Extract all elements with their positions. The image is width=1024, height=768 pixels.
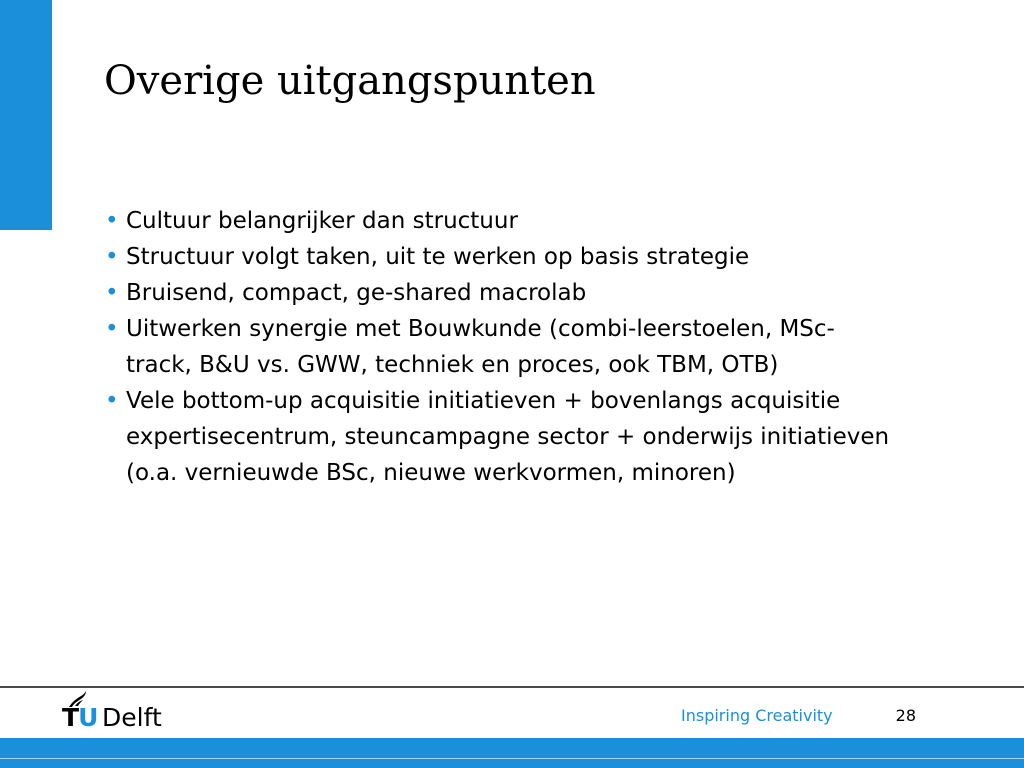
bullet-item bbox=[104, 203, 984, 239]
bullet-text: Uitwerken synergie met Bouwkunde (combi-leerstoelen, MSc- bbox=[126, 316, 835, 342]
bullet-text-continued: (o.a. vernieuwde BSc, nieuwe werkvormen, minoren) bbox=[126, 460, 736, 486]
page-number: 28 bbox=[895, 706, 916, 725]
bullet-text: Cultuur belangrijker dan structuur bbox=[126, 208, 518, 234]
logo-tu bbox=[62, 704, 97, 732]
accent-bar bbox=[0, 0, 52, 230]
logo-delft: Delft bbox=[102, 703, 162, 732]
bullet-item bbox=[104, 239, 984, 275]
bullet-text: Structuur volgt taken, uit te werken op basis strategie bbox=[126, 244, 750, 270]
logo-t: T bbox=[62, 703, 79, 732]
bullet-marker: • bbox=[105, 388, 119, 414]
bullet-marker: • bbox=[105, 316, 119, 342]
bullet-text-continued: expertisecentrum, steuncampagne sector + onderwijs initiatieven bbox=[126, 424, 890, 450]
bullet-item bbox=[104, 383, 984, 491]
logo-u: U bbox=[78, 703, 98, 732]
footer-tagline: Inspiring Creativity bbox=[681, 706, 833, 725]
bullet-text: Vele bottom-up acquisitie initiatieven + bovenlangs acquisitie bbox=[126, 388, 841, 414]
bullet-list bbox=[104, 203, 984, 491]
footer-divider bbox=[0, 686, 1024, 688]
bullet-marker: • bbox=[105, 280, 119, 306]
bullet-text-continued: track, B&U vs. GWW, techniek en proces, ook TBM, OTB) bbox=[126, 352, 779, 378]
bullet-text: Bruisend, compact, ge-shared macrolab bbox=[126, 280, 587, 306]
tu-delft-logo bbox=[62, 690, 172, 734]
bullet-marker: • bbox=[105, 208, 119, 234]
bottom-band-line bbox=[0, 758, 1024, 759]
bottom-band bbox=[0, 738, 1024, 768]
bullet-item bbox=[104, 311, 984, 383]
bullet-item bbox=[104, 275, 984, 311]
bullet-marker: • bbox=[105, 244, 119, 270]
slide-title: Overige uitgangspunten bbox=[104, 58, 596, 104]
